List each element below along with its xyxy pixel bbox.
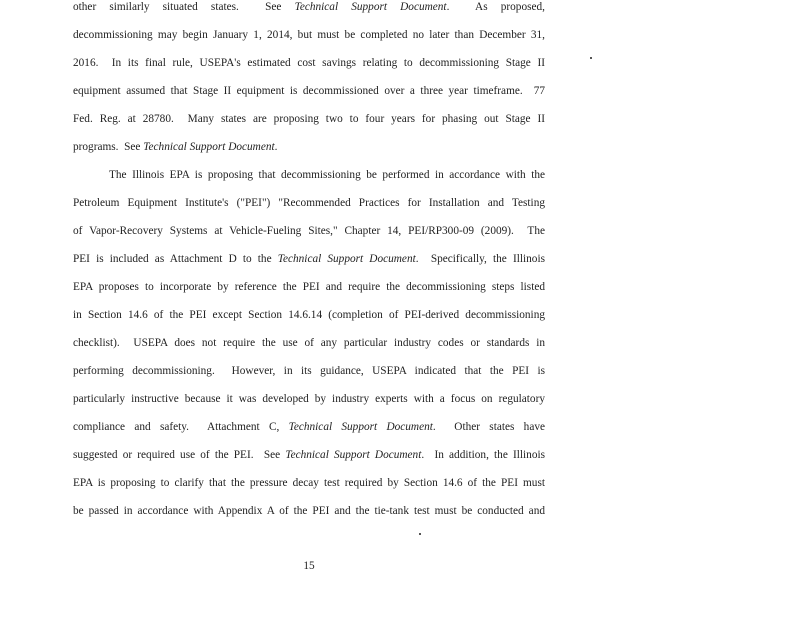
text-segment: compliance and safety. Attachment C,: [73, 421, 289, 433]
italic-citation: Technical Support Document: [288, 421, 433, 433]
text-line: [73, 221, 545, 241]
text-segment: decommissioning may begin January 1, 2014, but must be completed no later than December 31,: [73, 29, 545, 41]
text-segment: in Section 14.6 of the PEI except Section 14.6.14 (completion of PEI-derived decommissioning: [73, 309, 545, 321]
text-line: [73, 501, 545, 521]
text-segment: performing decommissioning. However, in its guidance, USEPA indicated that the PEI is: [73, 365, 545, 377]
text-line: [73, 305, 545, 325]
text-segment: Petroleum Equipment Institute's ("PEI") "Recommended Practices for Installation and Testing: [73, 197, 545, 209]
text-segment: PEI is included as Attachment D to the: [73, 253, 278, 265]
text-segment: other similarly situated states. See: [73, 1, 295, 13]
text-line: [73, 53, 545, 73]
text-segment: Fed. Reg. at 28780. Many states are proposing two to four years for phasing out Stage II: [73, 113, 545, 125]
text-segment: . In addition, the Illinois: [421, 449, 546, 461]
italic-citation: Technical Support Document: [143, 141, 275, 153]
text-line: [73, 333, 545, 353]
text-segment: of Vapor-Recovery Systems at Vehicle-Fueling Sites," Chapter 14, PEI/RP300-09 (2009). The: [73, 225, 545, 237]
page-number: 15: [303, 560, 315, 572]
text-line: [73, 109, 545, 129]
text-segment: particularly instructive because it was developed by industry experts with a focus on regulatory: [73, 393, 545, 405]
text-segment: checklist). USEPA does not require the use of any particular industry codes or standards in: [73, 337, 545, 349]
text-segment: The Illinois EPA is proposing that decommissioning be performed in accordance with the: [109, 169, 545, 181]
text-line: [73, 0, 545, 17]
text-line: [73, 389, 545, 409]
text-line: [73, 25, 545, 45]
text-segment: . As proposed,: [446, 1, 545, 13]
text-segment: EPA is proposing to clarify that the pressure decay test required by Section 14.6 of the PEI must: [73, 477, 545, 489]
text-line: [73, 361, 545, 381]
text-line: [73, 193, 545, 213]
text-segment: 2016. In its final rule, USEPA's estimated cost savings relating to decommissioning Stage II: [73, 57, 545, 69]
text-line: [73, 81, 545, 101]
text-segment: . Other states have: [432, 421, 545, 433]
text-segment: suggested or required use of the PEI. See: [73, 449, 286, 461]
text-line: [73, 249, 545, 269]
text-segment: be passed in accordance with Appendix A of the PEI and the tie-tank test must be conducted and: [73, 505, 545, 517]
scan-speck: [419, 533, 421, 535]
text-line: [73, 445, 545, 465]
text-line: [73, 417, 545, 437]
italic-citation: Technical Support Document: [294, 1, 447, 13]
text-segment: .: [274, 141, 278, 153]
text-segment: . Specifically, the Illinois: [415, 253, 545, 265]
italic-citation: Technical Support Document: [277, 253, 416, 265]
italic-citation: Technical Support Document: [285, 449, 422, 461]
text-line: [73, 137, 545, 157]
text-line: [73, 473, 545, 493]
text-line: [73, 165, 545, 185]
text-segment: programs. See: [73, 141, 144, 153]
text-segment: EPA proposes to incorporate by reference the PEI and require the decommissioning steps listed: [73, 281, 545, 293]
text-segment: equipment assumed that Stage II equipment is decommissioned over a three year timeframe. 77: [73, 85, 545, 97]
scan-speck: [590, 57, 592, 59]
text-line: [73, 277, 545, 297]
